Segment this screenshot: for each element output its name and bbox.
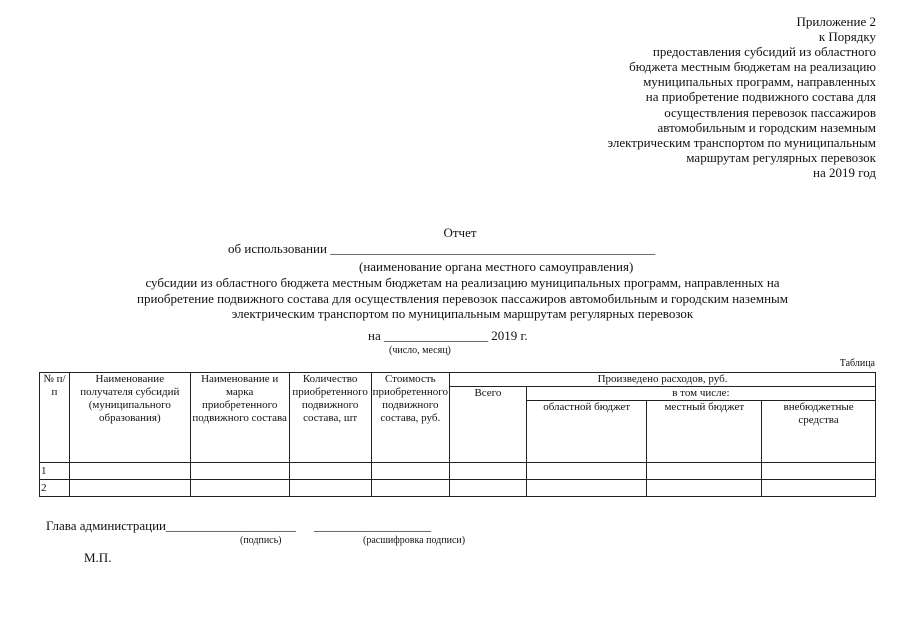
table-cell[interactable]	[762, 480, 876, 497]
table-cell[interactable]	[526, 463, 647, 480]
appendix-line: предоставления субсидий из областного	[652, 44, 876, 60]
header-regional-budget: областной бюджет	[526, 401, 647, 463]
signature-decode-blank: __________________	[314, 518, 432, 533]
usage-line	[228, 241, 655, 257]
subsidy-description	[60, 275, 865, 322]
appendix-line: маршрутам регулярных перевозок	[686, 149, 876, 165]
table-row	[40, 463, 876, 480]
table-cell[interactable]	[450, 480, 527, 497]
org-name-blank: __________________________________________________	[330, 241, 656, 256]
table-row	[40, 480, 876, 497]
table-cell[interactable]	[190, 463, 289, 480]
appendix-line: муниципальных программ, направленных	[643, 74, 876, 90]
header-vehicle-name: Наименование и марка приобретенного подвижного состава	[190, 373, 289, 463]
signature-note: (подпись)	[240, 535, 282, 546]
row-number: 2	[40, 480, 70, 497]
table-cell[interactable]	[190, 480, 289, 497]
signature-decode-note: (расшифровка подписи)	[363, 535, 466, 546]
table-cell[interactable]	[289, 480, 371, 497]
signature-blank: ____________________	[166, 518, 297, 533]
appendix-line: осуществления перевозок пассажиров	[664, 104, 876, 120]
usage-prefix: об использовании	[228, 241, 331, 256]
header-quantity: Количество приобретенного подвижного состава, шт	[289, 373, 371, 463]
appendix-line: к Порядку	[818, 29, 876, 45]
table-cell[interactable]	[289, 463, 371, 480]
period-prefix: на	[368, 328, 384, 343]
appendix-line: бюджета местным бюджетам на реализацию	[629, 59, 876, 75]
table-cell[interactable]	[371, 480, 449, 497]
header-local-budget: местный бюджет	[647, 401, 762, 463]
row-number: 1	[40, 463, 70, 480]
table-cell[interactable]	[69, 480, 190, 497]
header-cost: Стоимость приобретенного подвижного состава, руб.	[371, 373, 449, 463]
appendix-line: Приложение 2	[796, 14, 876, 29]
appendix-line: на приобретение подвижного состава для	[645, 89, 876, 105]
table-label: Таблица	[839, 358, 875, 369]
subsidy-line: электрическим транспортом по муниципальным маршрутам регулярных перевозок	[231, 306, 694, 321]
header-total: Всего	[450, 387, 527, 463]
subsidy-line: приобретение подвижного состава для осуществления перевозок пассажиров автомобильным и городским наземным	[137, 290, 788, 306]
table-cell[interactable]	[69, 463, 190, 480]
org-name-note: (наименование органа местного самоуправления)	[359, 259, 634, 274]
table-cell[interactable]	[371, 463, 449, 480]
report-title: Отчет	[443, 225, 477, 240]
period-line	[368, 328, 528, 344]
appendix-line: на 2019 год	[813, 164, 876, 180]
header-num: № п/п	[40, 373, 70, 463]
appendix-line: автомобильным и городским наземным	[657, 119, 876, 135]
table-cell[interactable]	[647, 480, 762, 497]
table-header-row	[40, 373, 876, 387]
report-table	[39, 372, 876, 497]
period-note: (число, месяц)	[389, 345, 451, 356]
appendix-header	[546, 14, 876, 180]
header-including: в том числе:	[526, 387, 875, 401]
header-extra-budget: внебюджетные средства	[762, 401, 876, 463]
table-cell[interactable]	[762, 463, 876, 480]
table-cell[interactable]	[526, 480, 647, 497]
table-cell[interactable]	[450, 463, 527, 480]
head-label: Глава администрации	[46, 518, 167, 533]
signature-line	[46, 518, 431, 534]
table-cell[interactable]	[647, 463, 762, 480]
stamp-place: М.П.	[84, 550, 112, 565]
appendix-line: электрическим транспортом по муниципальным	[607, 134, 876, 150]
header-expenses: Произведено расходов, руб.	[450, 373, 876, 387]
header-recipient: Наименование получателя субсидий (муниципального образования)	[69, 373, 190, 463]
period-suffix: 2019 г.	[487, 328, 528, 343]
period-blank: ________________	[383, 328, 488, 343]
subsidy-line: субсидии из областного бюджета местным бюджетам на реализацию муниципальных программ, направленных на	[145, 275, 780, 290]
